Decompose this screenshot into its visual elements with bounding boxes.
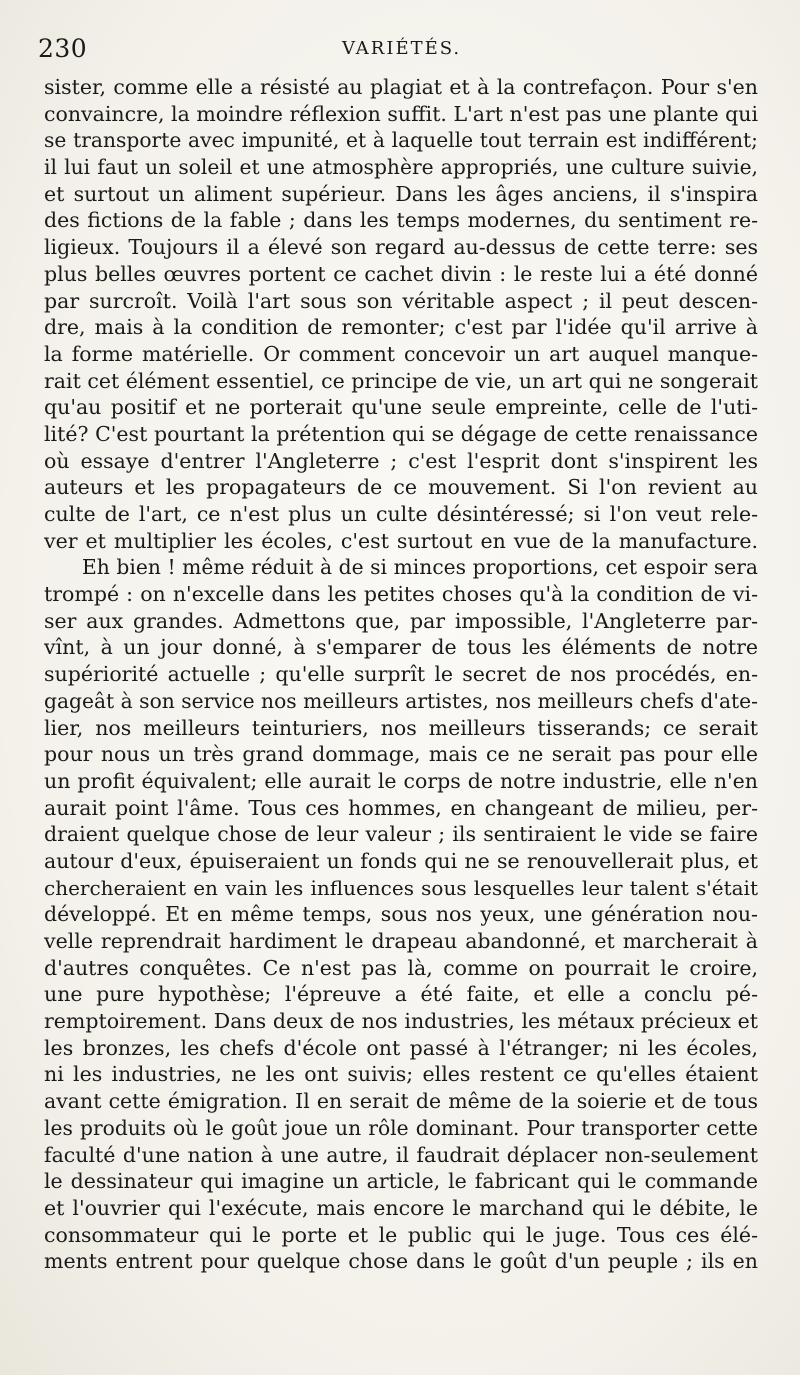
text-line: ser aux grandes. Admettons que, par impossible, l'Angleterre par-: [44, 608, 758, 633]
text-line: qu'au positif et ne porterait qu'une seule empreinte, celle de l'uti-: [44, 395, 758, 420]
text-line: lité? C'est pourtant la prétention qui se dégage de cette renaissance: [44, 421, 758, 446]
text-line: supériorité actuelle ; qu'elle surprît le secret de nos procédés, en-: [44, 662, 758, 687]
text-line: lier, nos meilleurs teinturiers, nos meilleurs tisserands; ce serait: [44, 715, 758, 740]
text-line: par surcroît. Voilà l'art sous son véritable aspect ; il peut descen-: [44, 288, 758, 313]
text-line: remptoirement. Dans deux de nos industries, les métaux précieux et: [44, 1009, 758, 1034]
page-number: 230: [38, 34, 88, 63]
body-text: [44, 74, 758, 1275]
text-line: se transporte avec impunité, et à laquelle tout terrain est indifférent;: [44, 128, 758, 153]
text-line: faculté d'une nation à une autre, il faudrait déplacer non-seulement: [44, 1142, 758, 1167]
text-line: auteurs et les propagateurs de ce mouvement. Si l'on revient au: [44, 475, 758, 500]
text-line: ments entrent pour quelque chose dans le goût d'un peuple ; ils en: [44, 1249, 758, 1274]
text-line: et surtout un aliment supérieur. Dans les âges anciens, il s'inspira: [44, 181, 758, 206]
text-line: chercheraient en vain les influences sous lesquelles leur talent s'était: [44, 875, 758, 900]
text-line: dre, mais à la condition de remonter; c'est par l'idée qu'il arrive à: [44, 315, 758, 340]
text-line: et l'ouvrier qui l'exécute, mais encore le marchand qui le débite, le: [44, 1195, 758, 1220]
text-line: d'autres conquêtes. Ce n'est pas là, comme on pourrait le croire,: [44, 955, 758, 980]
text-line: autour d'eux, épuiseraient un fonds qui ne se renouvellerait plus, et: [44, 848, 758, 873]
page-header: [38, 34, 758, 66]
text-line: avant cette émigration. Il en serait de même de la soierie et de tous: [44, 1089, 758, 1114]
text-line: le dessinateur qui imagine un article, le fabricant qui le commande: [44, 1169, 758, 1194]
text-line: plus belles œuvres portent ce cachet divin : le reste lui a été donné: [44, 261, 758, 286]
text-line: draient quelque chose de leur valeur ; ils sentiraient le vide se faire: [44, 822, 758, 847]
text-line: une pure hypothèse; l'épreuve a été faite, et elle a conclu pé-: [44, 982, 758, 1007]
text-line: ni les industries, ne les ont suivis; elles restent ce qu'elles étaient: [44, 1062, 758, 1087]
text-line: consommateur qui le porte et le public qui le juge. Tous ces élé-: [44, 1222, 758, 1247]
text-line: gageât à son service nos meilleurs artistes, nos meilleurs chefs d'ate-: [44, 688, 758, 713]
text-line: culte de l'art, ce n'est plus un culte désintéressé; si l'on veut rele-: [44, 502, 758, 526]
text-line: aurait point l'âme. Tous ces hommes, en changeant de milieu, per-: [44, 795, 758, 820]
text-line: ligieux. Toujours il a élevé son regard au-dessus de cette terre: ses: [44, 235, 758, 260]
text-line: il lui faut un soleil et une atmosphère appropriés, une culture suivie,: [44, 155, 758, 180]
text-line: la forme matérielle. Or comment concevoir un art auquel manque-: [44, 341, 758, 366]
text-line: vînt, à un jour donné, à s'emparer de tous les éléments de notre: [44, 635, 758, 660]
text-line: où essaye d'entrer l'Angleterre ; c'est l'esprit dont s'inspirent les: [44, 448, 758, 473]
text-line: velle reprendrait hardiment le drapeau abandonné, et marcherait à: [44, 929, 758, 953]
text-line: des fictions de la fable ; dans les temps modernes, du sentiment re-: [44, 208, 758, 233]
text-line: ver et multiplier les écoles, c'est surtout en vue de la manufacture.: [44, 528, 758, 553]
text-line: un profit équivalent; elle aurait le corps de notre industrie, elle n'en: [44, 768, 758, 793]
text-line: sister, comme elle a résisté au plagiat et à la contrefaçon. Pour s'en: [44, 75, 758, 99]
text-line: les produits où le goût joue un rôle dominant. Pour transporter cette: [44, 1115, 758, 1140]
text-line: trompé : on n'excelle dans les petites choses qu'à la condition de vi-: [44, 582, 758, 607]
text-line: Eh bien ! même réduit à de si minces proportions, cet espoir sera: [82, 555, 758, 580]
text-line: rait cet élément essentiel, ce principe de vie, un art qui ne songerait: [44, 368, 758, 393]
text-line: pour nous un très grand dommage, mais ce ne serait pas pour elle: [44, 742, 758, 767]
text-line: convaincre, la moindre réflexion suffit. L'art n'est pas une plante qui: [44, 101, 758, 126]
text-line: développé. Et en même temps, sous nos yeux, une génération nou-: [44, 902, 758, 927]
running-head: VARIÉTÉS.: [342, 38, 462, 59]
text-line: les bronzes, les chefs d'école ont passé à l'étranger; ni les écoles,: [44, 1035, 758, 1060]
